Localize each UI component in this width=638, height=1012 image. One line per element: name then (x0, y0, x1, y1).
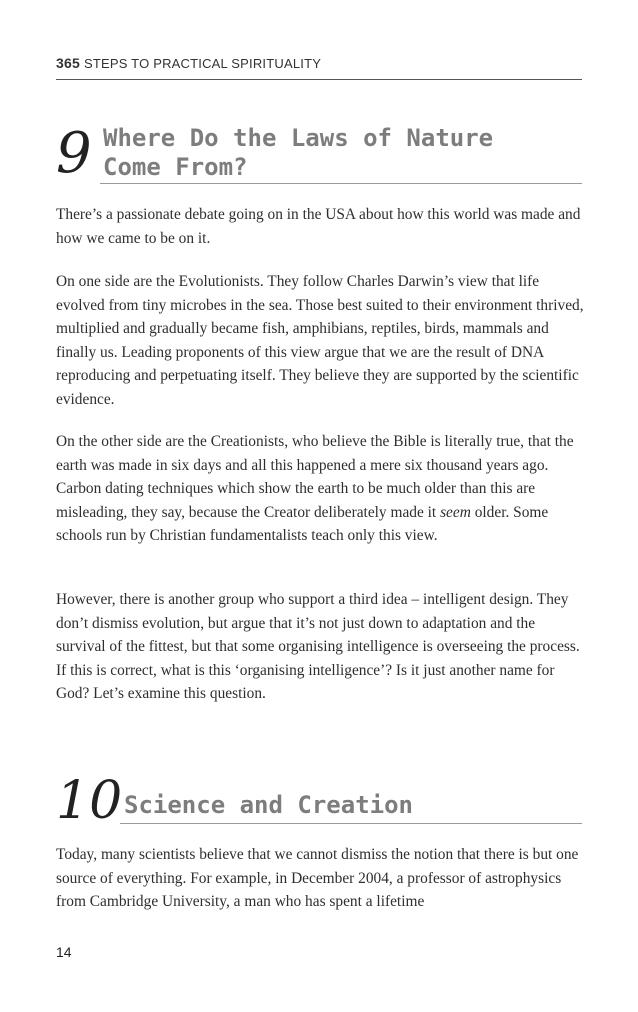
section-9-title-line-2: Come From? (103, 153, 248, 181)
section-9-paragraph-1: There’s a passionate debate going on in the USA about how this world was made and how we came to be on it. (56, 206, 581, 247)
page-number: 14 (56, 944, 72, 960)
section-9-title-line-1: Where Do the Laws of Nature (103, 124, 494, 152)
section-9-paragraph-3-text: On the other side are the Creationists, who believe the Bible is literally true, that the earth was made in six days and all this happened a mere six thousand years ago. Carbon dating techniques which show the earth to be much older than this are misleading, they say, because the Creator deliberately made it (56, 433, 574, 521)
section-10-title: Science and Creation (124, 791, 413, 819)
section-9-paragraph-3-emphasis: seem (440, 503, 471, 521)
section-10-title-rule (120, 823, 582, 824)
section-9-number: 9 (56, 121, 92, 186)
book-title: STEPS TO PRACTICAL SPIRITUALITY (83, 56, 322, 71)
section-9-paragraph-4: However, there is another group who support a third idea – intelligent design. They don’t dismiss evolution, but argue that it’s not just down to adaptation and the survival of the fittest, but that some organising intelligence is overseeing the process. If this is correct, what is this ‘organising intelligence’? Is it just another name for God? Let’s examine this question. (56, 591, 580, 703)
section-9-paragraph-3 (56, 430, 586, 548)
section-10-number: 10 (56, 771, 123, 831)
running-header (56, 55, 582, 80)
section-10-paragraph-1: Today, many scientists believe that we cannot dismiss the notion that there is but one source of everything. For example, in December 2004, a professor of astrophysics from Cambridge University, a man who has spent a lifetime (56, 846, 579, 911)
book-title-number: 365 (56, 55, 80, 71)
section-9-paragraph-3-text-end: older. Some schools run by Christian fundamentalists teach only this view. (56, 503, 549, 545)
section-9-title-rule (100, 183, 582, 184)
section-9-paragraph-2: On one side are the Evolutionists. They follow Charles Darwin’s view that life evolved from tiny microbes in the sea. Those best suited to their environment thrived, multiplied and gradually became fish, amphibians, reptiles, birds, mammals and finally us. Leading proponents of this view argue that we are the result of DNA reproducing and perpetuating itself. They believe they are supported by the scientific evidence. (56, 273, 584, 408)
